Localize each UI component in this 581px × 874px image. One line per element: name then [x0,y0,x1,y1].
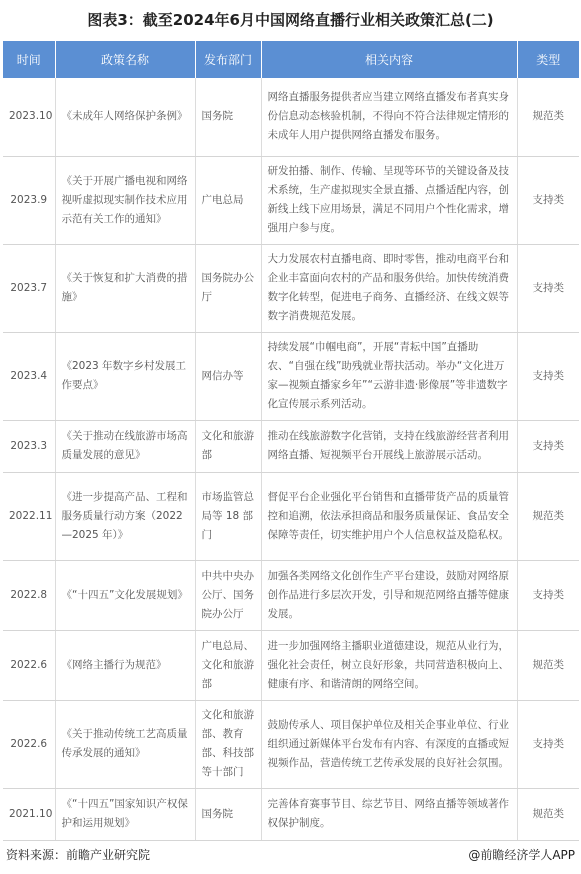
page-title: 图表3：截至2024年6月中国网络直播行业相关政策汇总(二) [87,11,494,29]
cell-policy-name: 《关于开展广播电视和网络视听虚拟现实制作技术应用示范有关工作的通知》 [55,156,195,244]
cell-policy-name: 《关于恢复和扩大消费的措施》 [55,244,195,332]
cell-content: 持续发展“巾帼电商”，开展“青耘中国”直播助农、“自强在线”助残就业帮扶活动。举办“文化进万家—视频直播家乡年”“云游非遗·影像展”等非遗数字化宣传展示系列活动。 [261,332,517,420]
cell-content: 推动在线旅游数字化营销，支持在线旅游经营者利用网络直播、短视频平台开展线上旅游展示活动。 [261,420,517,472]
cell-content: 大力发展农村直播电商、即时零售，推动电商平台和企业丰富面向农村的产品和服务供给。加快传统消费数字化转型，促进电子商务、直播经济、在线文娱等数字消费规范发展。 [261,244,517,332]
cell-department: 广电总局 [195,156,261,244]
cell-type: 规范类 [517,78,579,156]
table-row [3,156,579,244]
cell-department: 国务院办公厅 [195,244,261,332]
table-header-row [3,41,579,78]
cell-policy-name: 《进一步提高产品、工程和服务质量行动方案（2022—2025 年）》 [55,472,195,560]
cell-policy-name: 《网络主播行为规范》 [55,630,195,700]
cell-content: 督促平台企业强化平台销售和直播带货产品的质量管控和追溯，依法承担商品和服务质量保证、食品安全保障等责任，切实维护用户个人信息权益及隐私权。 [261,472,517,560]
header-department: 发布部门 [195,41,261,78]
table-row [3,560,579,630]
cell-policy-name: 《关于推动传统工艺高质量传承发展的通知》 [55,700,195,788]
cell-content: 鼓励传承人、项目保护单位及相关企事业单位、行业组织通过新媒体平台发布有内容、有深度的直播或短视频作品，营造传统工艺传承发展的良好社会氛围。 [261,700,517,788]
header-time: 时间 [3,41,55,78]
cell-time: 2023.4 [3,332,55,420]
cell-type: 支持类 [517,156,579,244]
cell-time: 2023.3 [3,420,55,472]
cell-time: 2022.6 [3,700,55,788]
cell-policy-name: 《“十四五”文化发展规划》 [55,560,195,630]
cell-type: 支持类 [517,332,579,420]
cell-type: 规范类 [517,630,579,700]
cell-time: 2023.10 [3,78,55,156]
cell-department: 国务院 [195,788,261,840]
cell-type: 支持类 [517,420,579,472]
table-row [3,420,579,472]
header-type: 类型 [517,41,579,78]
cell-time: 2023.7 [3,244,55,332]
table-row [3,788,579,840]
cell-time: 2021.10 [3,788,55,840]
cell-policy-name: 《未成年人网络保护条例》 [55,78,195,156]
cell-policy-name: 《2023 年数字乡村发展工作要点》 [55,332,195,420]
cell-type: 支持类 [517,244,579,332]
cell-policy-name: 《关于推动在线旅游市场高质量发展的意见》 [55,420,195,472]
cell-department: 国务院 [195,78,261,156]
cell-type: 支持类 [517,700,579,788]
cell-content: 完善体育赛事节目、综艺节目、网络直播等领域著作权保护制度。 [261,788,517,840]
policy-table [3,41,579,841]
cell-policy-name: 《“十四五”国家知识产权保护和运用规划》 [55,788,195,840]
cell-time: 2022.11 [3,472,55,560]
cell-content: 进一步加强网络主播职业道德建设，规范从业行为，强化社会责任，树立良好形象，共同营造积极向上、健康有序、和谐清朗的网络空间。 [261,630,517,700]
table-row [3,332,579,420]
table-row [3,700,579,788]
cell-time: 2022.6 [3,630,55,700]
cell-time: 2023.9 [3,156,55,244]
header-policy-name: 政策名称 [55,41,195,78]
cell-content: 研发拍播、制作、传输、呈现等环节的关键设备及技术系统，生产虚拟现实全景直播、点播适配内容，创新线上线下应用场景，满足不同用户个性化需求，增强用户参与度。 [261,156,517,244]
table-row [3,630,579,700]
table-body [3,78,579,840]
source-note: 资料来源：前瞻产业研究院 [6,848,151,862]
table-row [3,472,579,560]
cell-type: 规范类 [517,788,579,840]
cell-time: 2022.8 [3,560,55,630]
cell-department: 文化和旅游部 [195,420,261,472]
cell-department: 广电总局、文化和旅游部 [195,630,261,700]
cell-content: 网络直播服务提供者应当建立网络直播发布者真实身份信息动态核验机制，不得向不符合法律规定情形的未成年人用户提供网络直播发布服务。 [261,78,517,156]
cell-type: 支持类 [517,560,579,630]
table-row [3,244,579,332]
brand-credit: @前瞻经济学人APP [468,848,575,862]
table-row [3,78,579,156]
cell-department: 市场监管总局等 18 部门 [195,472,261,560]
cell-content: 加强各类网络文化创作生产平台建设，鼓励对网络原创作品进行多层次开发，引导和规范网络直播等健康发展。 [261,560,517,630]
cell-type: 规范类 [517,472,579,560]
cell-department: 文化和旅游部、教育部、科技部等十部门 [195,700,261,788]
header-content: 相关内容 [261,41,517,78]
cell-department: 中共中央办公厅、国务院办公厅 [195,560,261,630]
cell-department: 网信办等 [195,332,261,420]
